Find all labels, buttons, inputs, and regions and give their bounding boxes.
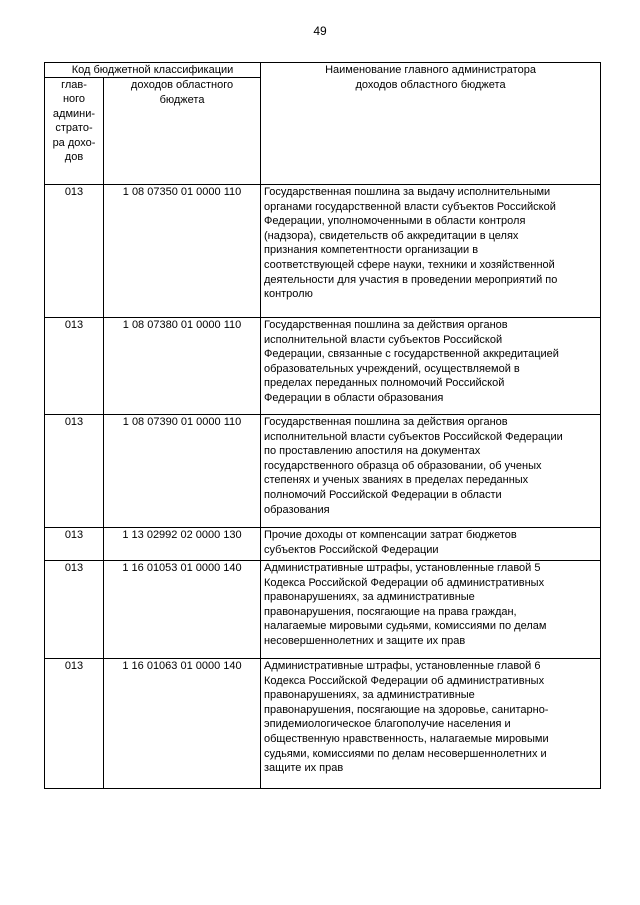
header-row-group (45, 63, 601, 78)
cell-revenue-code: 1 16 01063 01 0000 140 (104, 659, 261, 789)
cell-admin-code: 013 (45, 415, 104, 528)
budget-classification-table (44, 62, 601, 789)
name-line: общественную нравственность, налагаемые мировыми (264, 732, 549, 745)
header-admin-line: глав- (61, 79, 87, 91)
cell-revenue-code: 1 08 07390 01 0000 110 (104, 415, 261, 528)
header-regional-revenue-code (104, 78, 261, 185)
header-name-line: доходов областного бюджета (355, 78, 506, 91)
cell-admin-code: 013 (45, 318, 104, 415)
header-budget-classification-code: Код бюджетной классификации (45, 63, 261, 78)
name-line: Кодекса Российской Федерации об административных (264, 576, 545, 589)
cell-revenue-name (261, 318, 601, 415)
name-line: Государственная пошлина за выдачу исполнительными (264, 186, 551, 198)
name-line: защите их прав (264, 762, 344, 775)
name-line: Прочие доходы от компенсации затрат бюджетов (264, 529, 517, 541)
header-administrator-name (261, 63, 601, 185)
name-line: пределах переданных полномочий Российской (264, 377, 505, 390)
header-admin-line: страто- (55, 122, 93, 135)
cell-admin-code: 013 (45, 528, 104, 561)
name-line: правонарушения, посягающие на здоровье, санитарно- (264, 703, 549, 716)
name-line: образования (264, 503, 330, 516)
name-line: признания компетентности организации в (264, 244, 479, 257)
name-line: налагаемые мировыми судьями, комиссиями по делам (264, 620, 547, 633)
cell-revenue-code: 1 13 02992 02 0000 130 (104, 528, 261, 561)
name-line: полномочий Российской Федерации в области (264, 488, 502, 501)
name-line: эпидемиологическое благополучие населения и (264, 718, 511, 731)
name-line: по проставлению апостиля на документах (264, 445, 481, 458)
cell-revenue-code: 1 08 07350 01 0000 110 (104, 185, 261, 318)
header-name-line: Наименование главного администратора (325, 64, 536, 76)
name-line: исполнительной власти субъектов Российской (264, 333, 503, 346)
name-line: (надзора), свидетельств об аккредитации в целях (264, 229, 519, 242)
name-line: степенях и ученых званиях в пределах переданных (264, 474, 529, 487)
table-row (45, 659, 601, 789)
cell-revenue-code: 1 08 07380 01 0000 110 (104, 318, 261, 415)
header-admin-line: ного (62, 93, 86, 106)
name-line: правонарушениях, за административные (264, 689, 475, 702)
name-line: контролю (264, 288, 313, 301)
cell-revenue-name (261, 561, 601, 659)
name-line: исполнительной власти субъектов Российской Федерации (264, 430, 563, 443)
header-admin-line: дов (64, 151, 84, 164)
header-chief-administrator (45, 78, 104, 185)
header-code-line: доходов областного (130, 79, 234, 91)
name-line: Федерации, уполномоченными в области контроля (264, 215, 526, 228)
table-row (45, 561, 601, 659)
name-line: правонарушениях, за административные (264, 591, 475, 604)
name-line: органами государственной власти субъектов Российской (264, 200, 556, 213)
name-line: Государственная пошлина за действия органов (264, 416, 508, 428)
name-line: правонарушения, посягающие на права граждан, (264, 605, 517, 618)
name-line: соответствующей сфере науки, техники и хозяйственной (264, 258, 555, 271)
cell-revenue-name (261, 185, 601, 318)
table-row (45, 528, 601, 561)
name-line: несовершеннолетних и защите их прав (264, 634, 466, 647)
name-line: деятельности для участия в проведении мероприятий по (264, 273, 558, 286)
name-line: Федерации в области образования (264, 391, 444, 404)
page-number: 49 (313, 24, 327, 38)
header-code-line: бюджета (159, 93, 205, 106)
cell-admin-code: 013 (45, 659, 104, 789)
name-line: Государственная пошлина за действия органов (264, 319, 508, 331)
table-row (45, 318, 601, 415)
name-line: Кодекса Российской Федерации об административных (264, 674, 545, 687)
cell-revenue-name (261, 415, 601, 528)
header-admin-line: админи- (52, 107, 96, 120)
table-row (45, 415, 601, 528)
table-row (45, 185, 601, 318)
cell-revenue-name (261, 659, 601, 789)
cell-admin-code: 013 (45, 185, 104, 318)
cell-revenue-name (261, 528, 601, 561)
name-line: Федерации, связанные с государственной аккредитацией (264, 348, 559, 361)
header-admin-line: ра дохо- (52, 136, 96, 149)
name-line: Административные штрафы, установленные главой 5 (264, 562, 541, 574)
name-line: Административные штрафы, установленные главой 6 (264, 660, 541, 672)
cell-revenue-code: 1 16 01053 01 0000 140 (104, 561, 261, 659)
name-line: государственного образца об образовании, об ученых (264, 459, 542, 472)
name-line: судьями, комиссиями по делам несовершеннолетних и (264, 747, 547, 760)
name-line: субъектов Российской Федерации (264, 543, 439, 556)
cell-admin-code: 013 (45, 561, 104, 659)
name-line: образовательных учреждений, осуществляемой в (264, 362, 520, 375)
